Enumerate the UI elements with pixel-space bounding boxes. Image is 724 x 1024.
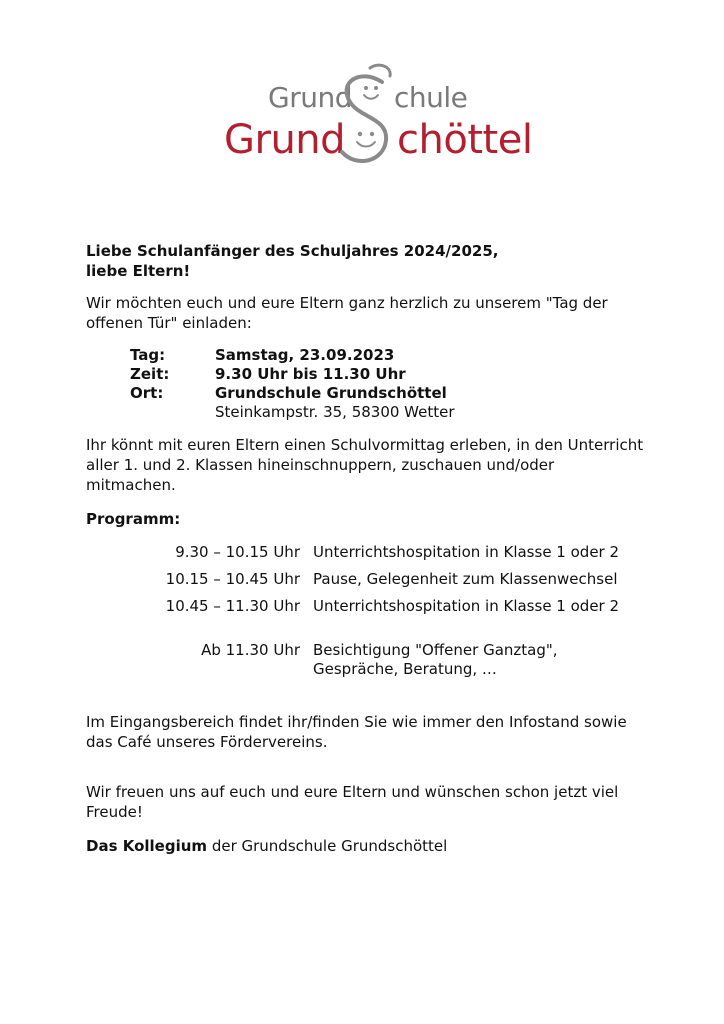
infostand-line-1: Im Eingangsbereich findet ihr/finden Sie wie immer den Infostand sowie [86, 713, 627, 731]
program-item-desc: Unterrichtshospitation in Klasse 1 oder 2 [313, 543, 620, 561]
program-title: Programm: [86, 510, 181, 528]
event-day-row [130, 345, 394, 365]
description-line-3: mitmachen. [86, 476, 176, 494]
event-day-value: Samstag, 23.09.2023 [215, 346, 395, 364]
description-line-1: Ihr könnt mit euren Eltern einen Schulvormittag erleben, in den Unterricht [86, 436, 644, 454]
event-address-row [130, 402, 455, 422]
event-place-row [130, 383, 447, 403]
closing-line-2: Freude! [86, 803, 143, 821]
event-time-row [130, 364, 406, 384]
description-line-2: aller 1. und 2. Klassen hineinschnuppern, zuschauen und/oder [86, 456, 555, 474]
smiling-face-s-icon [330, 60, 400, 170]
program-item-time: 10.15 – 10.45 Uhr [165, 570, 300, 588]
logo-line1-right: chule [393, 81, 468, 114]
program-item-time: 9.30 – 10.15 Uhr [175, 543, 300, 561]
signoff-bold: Das Kollegium [86, 837, 208, 855]
program-item-desc: Besichtigung "Offener Ganztag", [313, 641, 558, 659]
description-paragraph [86, 435, 643, 495]
event-place-label: Ort: [130, 384, 164, 402]
infostand-line-2: das Café unseres Fördervereins. [86, 733, 328, 751]
closing-line-1: Wir freuen uns auf euch und eure Eltern und wünschen schon jetzt viel [86, 783, 619, 801]
infostand-paragraph [86, 712, 627, 752]
program-item-time: Ab 11.30 Uhr [201, 641, 300, 659]
logo-line2-left: Grund [224, 117, 346, 163]
program-item-desc: Pause, Gelegenheit zum Klassenwechsel [313, 570, 618, 588]
signoff [86, 836, 447, 856]
intro-line-1: Wir möchten euch und eure Eltern ganz herzlich zu unserem "Tag der [86, 294, 608, 312]
logo-line2-right: chöttel [397, 117, 533, 163]
event-time-value: 9.30 Uhr bis 11.30 Uhr [215, 365, 406, 383]
greeting [86, 241, 498, 281]
greeting-line-1: Liebe Schulanfänger des Schuljahres 2024/2025, [86, 242, 499, 260]
program-item-desc: Unterrichtshospitation in Klasse 1 oder 2 [313, 597, 620, 615]
logo-line1-left: Grund [268, 81, 352, 114]
intro-line-2: offenen Tür" einladen: [86, 314, 252, 332]
signoff-rest: der Grundschule Grundschöttel [207, 837, 448, 855]
closing-paragraph [86, 782, 618, 822]
event-address: Steinkampstr. 35, 58300 Wetter [215, 403, 455, 421]
greeting-line-2: liebe Eltern! [86, 262, 191, 280]
event-place-value: Grundschule Grundschöttel [215, 384, 447, 402]
program-item-desc-2: Gespräche, Beratung, … [313, 660, 497, 678]
event-day-label: Tag: [130, 346, 166, 364]
event-time-label: Zeit: [130, 365, 170, 383]
program-item-time: 10.45 – 11.30 Uhr [165, 597, 300, 615]
school-logo [0, 0, 724, 180]
intro-paragraph [86, 293, 608, 333]
